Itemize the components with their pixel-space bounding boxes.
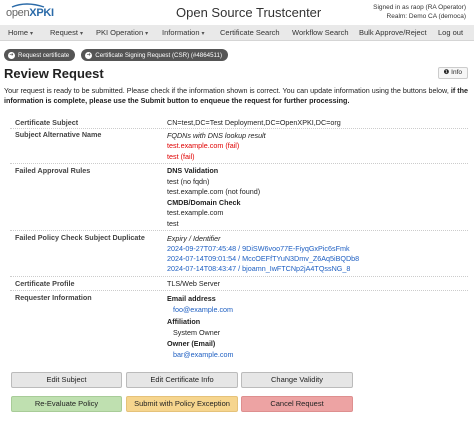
policy-header: Expiry / Identifier <box>167 234 221 243</box>
nav-home-label: Home <box>8 28 29 37</box>
nav-workflow-search[interactable]: Workflow Search <box>292 28 349 37</box>
breadcrumb <box>4 49 228 61</box>
nav-request[interactable] <box>50 28 83 37</box>
policy-item-link[interactable]: 2024-09-27T07:45:48 / 9DiSW6voo77E-FiyqGxPic6sFmk <box>167 244 350 253</box>
logo-text-prefix: open <box>6 7 30 19</box>
edit-subject-button[interactable]: Edit Subject <box>11 372 122 388</box>
san-label: Subject Alternative Name <box>15 130 102 139</box>
divider <box>10 276 468 277</box>
policy-item-link[interactable]: 2024-07-14T08:43:47 / bjoamn_IwFTCNp2jA4TQssNG_8 <box>167 264 351 273</box>
nav-certificate-search[interactable]: Certificate Search <box>220 28 280 37</box>
subject-value: CN=test,DC=Test Deployment,DC=OpenXPKI,DC=org <box>167 118 341 127</box>
reevaluate-policy-button[interactable]: Re-Evaluate Policy <box>11 396 122 412</box>
dns-validation-item: test (no fqdn) <box>167 177 210 186</box>
cmdb-item: test <box>167 219 179 228</box>
failed-approval-label: Failed Approval Rules <box>15 166 91 175</box>
breadcrumb-request-certificate[interactable] <box>4 49 75 61</box>
san-item: test.example.com (fail) <box>167 141 240 150</box>
info-button-label: Info <box>451 69 462 76</box>
user-info <box>373 3 466 21</box>
realm-text: Realm: Demo CA (democa) <box>386 13 466 20</box>
divider <box>10 290 468 291</box>
profile-label: Certificate Profile <box>15 279 75 288</box>
profile-value: TLS/Web Server <box>167 279 220 288</box>
app-title: Open Source Trustcenter <box>176 5 322 20</box>
breadcrumb-label: Request certificate <box>18 51 70 59</box>
san-item: test (fail) <box>167 152 195 161</box>
intro-plain: Your request is ready to be submitted. Please check if the information shown is correct. You can update information using the buttons below, <box>4 86 449 95</box>
breadcrumb-label: Certificate Signing Request (CSR) (#4864511) <box>95 51 223 59</box>
cancel-request-button[interactable]: Cancel Request <box>241 396 353 412</box>
openxpki-logo[interactable] <box>4 3 54 21</box>
san-header: FQDNs with DNS lookup result <box>167 131 266 140</box>
intro-bold: if the information is complete, please use the Submit button to enqueue the request for further processing. <box>4 86 468 105</box>
top-bar <box>0 0 474 24</box>
change-validity-button[interactable]: Change Validity <box>241 372 353 388</box>
cmdb-item: test.example.com <box>167 208 224 217</box>
owner-email-link[interactable]: bar@example.com <box>173 350 234 359</box>
subject-label: Certificate Subject <box>15 118 79 127</box>
nav-home[interactable] <box>8 28 33 37</box>
divider <box>10 230 468 231</box>
nav-pki-operation-label: PKI Operation <box>96 28 144 37</box>
nav-bulk-approve[interactable]: Bulk Approve/Reject <box>359 28 427 37</box>
requester-label: Requester Information <box>15 293 92 302</box>
nav-logout[interactable]: Log out <box>438 28 464 37</box>
policy-item-link[interactable]: 2024-07-14T09:01:54 / MccOEFfTYuN3Dmv_Z6Aq5iBQDb8 <box>167 254 360 263</box>
info-button[interactable] <box>438 67 468 79</box>
chevron-down-icon: ▾ <box>79 31 83 37</box>
chevron-down-icon: ▾ <box>201 31 205 37</box>
chevron-right-icon: ➜ <box>9 51 14 58</box>
chevron-down-icon: ▾ <box>30 31 34 37</box>
divider <box>10 163 468 164</box>
email-link[interactable]: foo@example.com <box>173 305 234 314</box>
edit-certificate-info-button[interactable]: Edit Certificate Info <box>126 372 238 388</box>
affiliation-title: Affiliation <box>167 317 201 326</box>
affiliation-value: System Owner <box>173 328 221 337</box>
breadcrumb-csr[interactable] <box>81 49 228 61</box>
signed-in-text: Signed in as raop (RA Operator) <box>373 4 466 11</box>
chevron-right-icon: ➜ <box>86 51 91 58</box>
submit-with-exception-button[interactable]: Submit with Policy Exception <box>126 396 238 412</box>
info-icon: ❶ <box>443 69 450 76</box>
page-title: Review Request <box>4 66 104 81</box>
main-nav <box>0 25 474 41</box>
chevron-down-icon: ▾ <box>145 31 149 37</box>
dns-validation-item: test.example.com (not found) <box>167 187 261 196</box>
cmdb-title: CMDB/Domain Check <box>167 198 241 207</box>
nav-information[interactable] <box>162 28 205 37</box>
intro-text <box>4 86 470 106</box>
owner-title: Owner (Email) <box>167 339 216 348</box>
nav-information-label: Information <box>162 28 200 37</box>
policy-label: Failed Policy Check Subject Duplicate <box>15 233 145 242</box>
dns-validation-title: DNS Validation <box>167 166 219 175</box>
logo-text-brand: XPKI <box>29 7 54 19</box>
nav-pki-operation[interactable] <box>96 28 148 37</box>
divider <box>10 128 468 129</box>
email-title: Email address <box>167 294 216 303</box>
nav-request-label: Request <box>50 28 78 37</box>
